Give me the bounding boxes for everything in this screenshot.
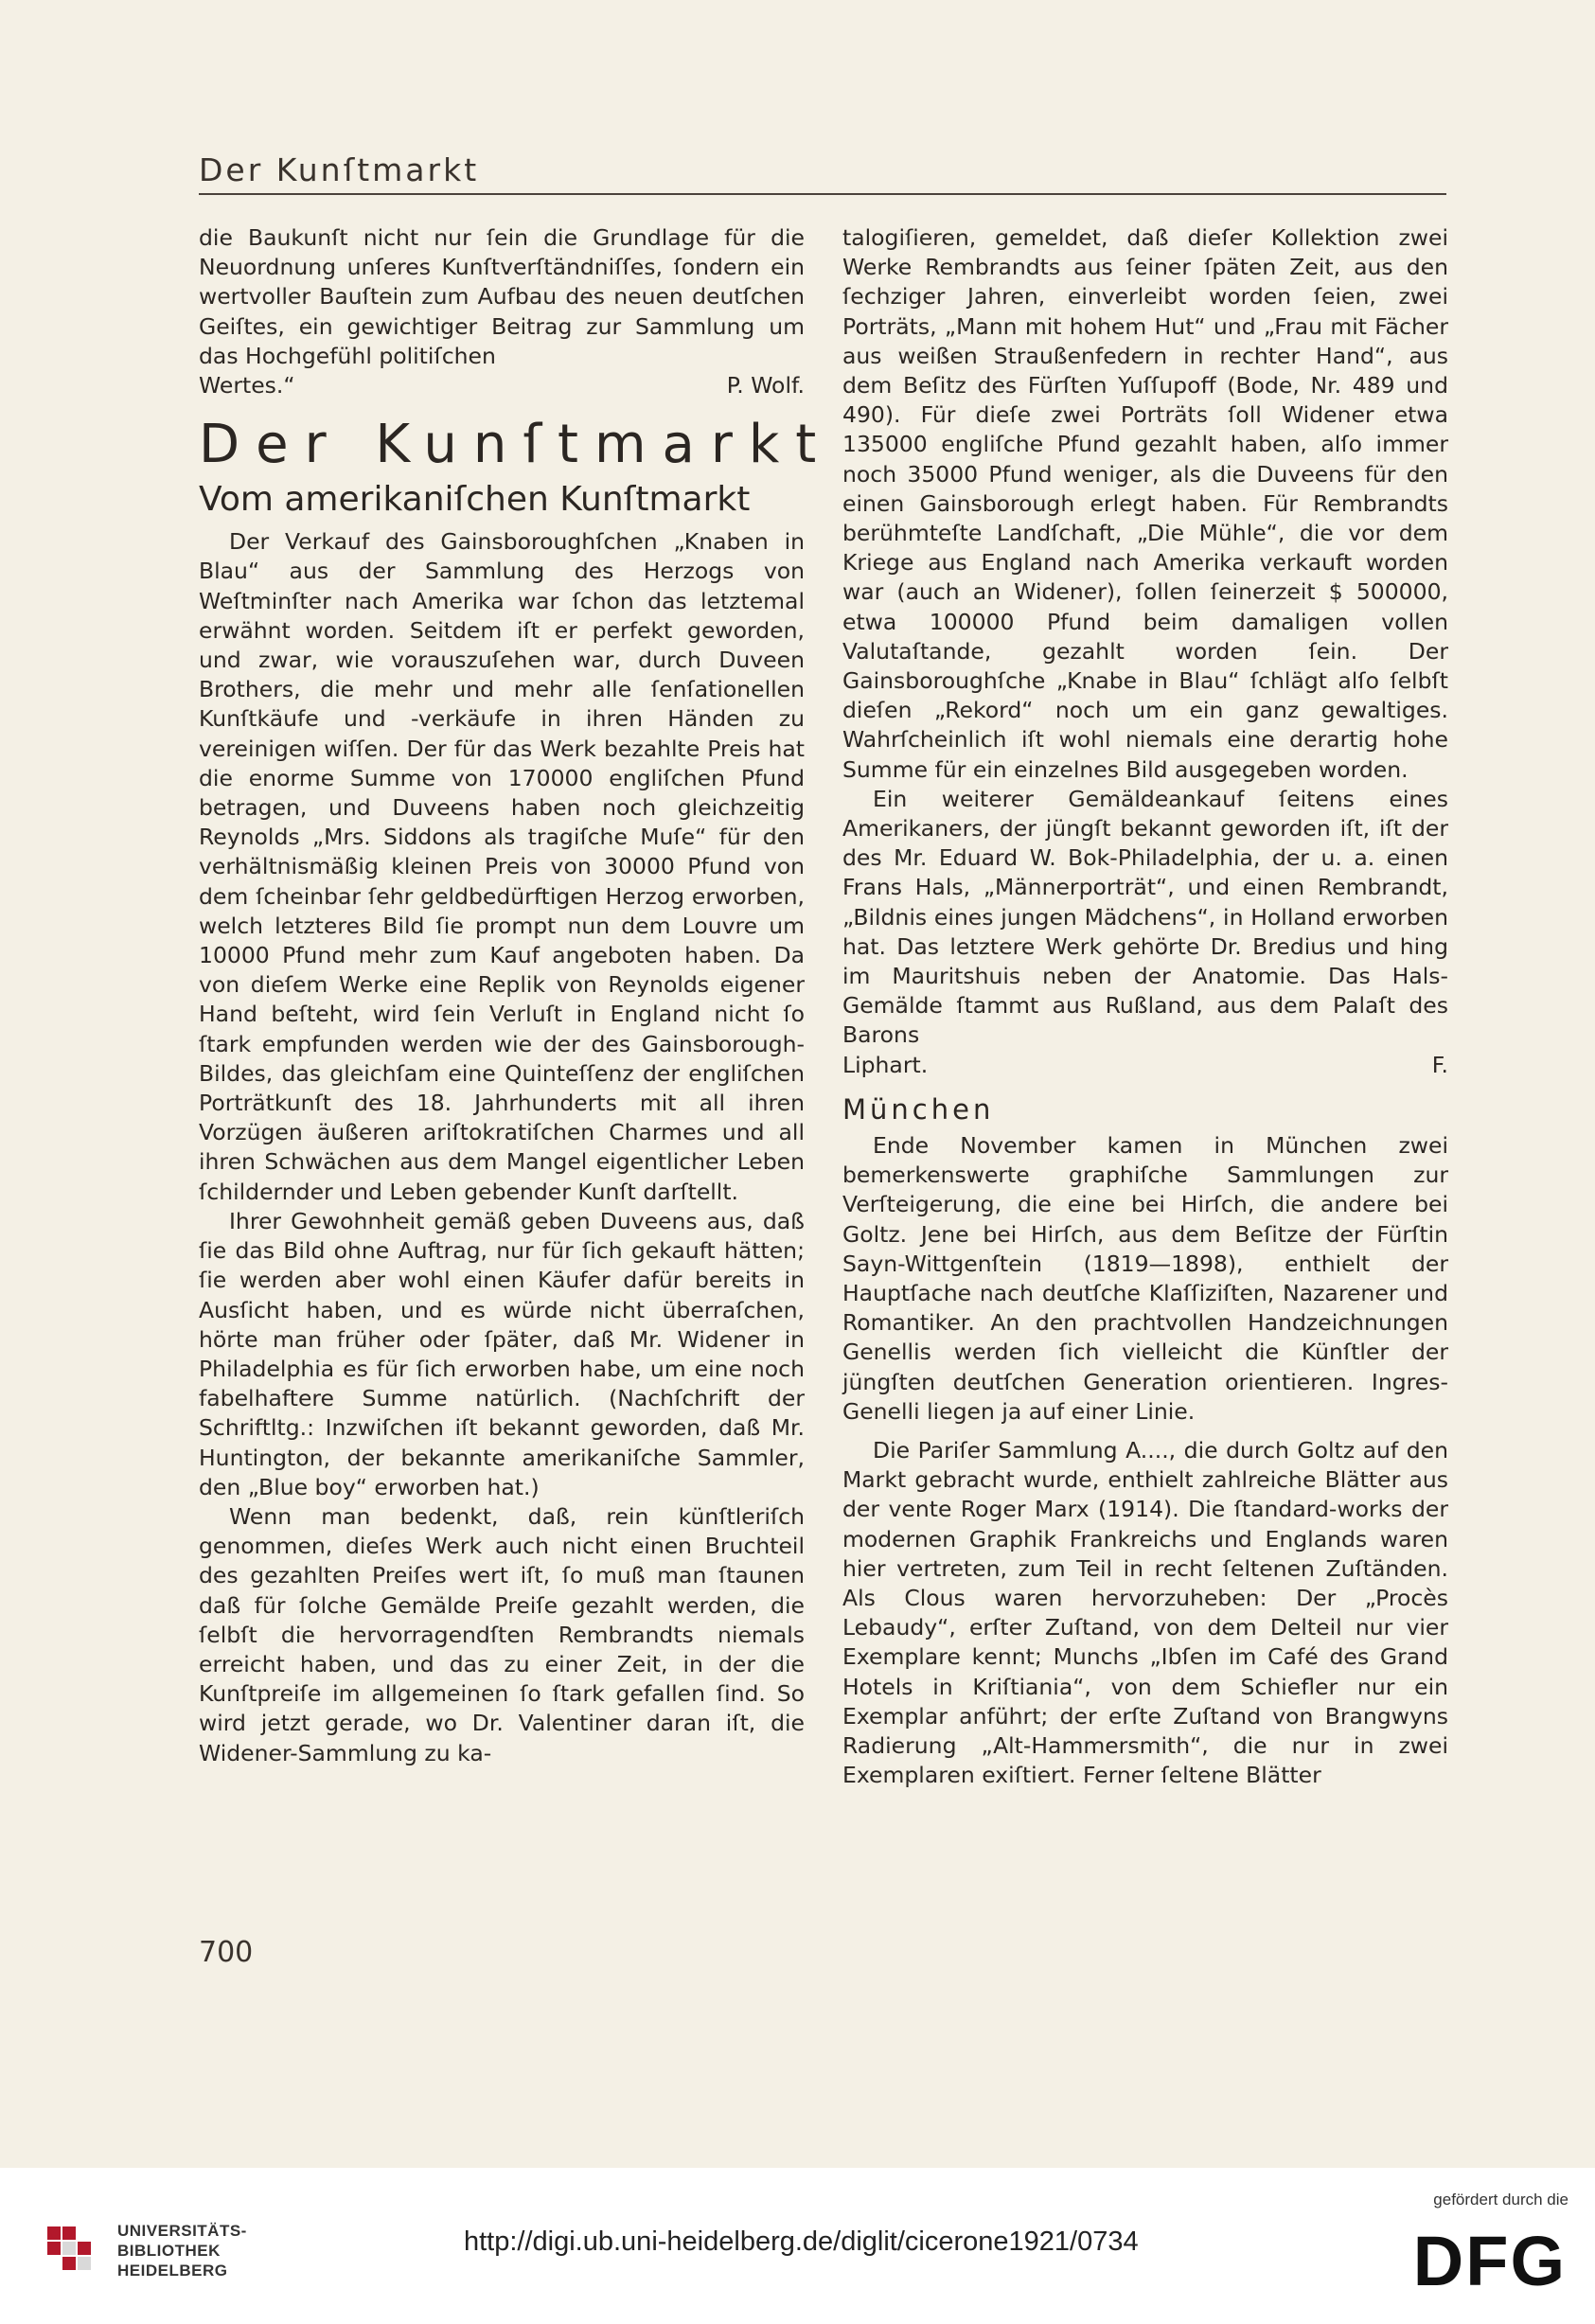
intro-paragraph: die Baukunſt nicht nur ſein die Grundlage für die Neuordnung unſeres Kunſtverſtändniſſes, ſondern ein wertvoller Bauſtein zum Aufbau des neuen deutſchen Geiſtes, ein gewichtiger Beitrag zur Sammlung um das Hochgefühl politiſchen — [199, 224, 805, 369]
page-number: 700 — [199, 1936, 254, 1969]
signature-author: F. — [1431, 1051, 1448, 1078]
left-column — [199, 223, 833, 1768]
library-name-line: BIBLIOTHEK — [117, 2242, 221, 2260]
signature-text: Wertes.“ — [199, 372, 295, 399]
footer-bar — [0, 2168, 1595, 2324]
paragraph: talogiſieren, gemeldet, daß dieſer Kollektion zwei Werke Rembrandts aus ſeiner ſpäten Zeit, aus den ſechziger Jahren, einverleibt worden ſeien, zwei Porträts, „Mann mit hohem Hut“ und „Frau mit Fächer aus weißen Straußenfedern in rechter Hand“, aus dem Beſitz des Fürſten Yuſſupoff (Bode, Nr. 489 und 490). Für dieſe zwei Porträts ſoll Widener etwa 135000 engliſche Pfund gezahlt haben, alſo immer noch 35000 Pfund weniger, als die Duveens für den einen Gainsborough erlegt haben. Für Rembrandts berühmteſte Landſchaft, „Die Mühle“, die vor dem Kriege aus England nach Amerika verkauft worden war (auch an Widener), ſollen ſeinerzeit $ 500000, etwa 100000 Pfund beim damaligen vollen Valutaſtande, gezahlt worden ſein. Der Gainsboroughſche „Knabe in Blau“ ſchlägt alſo ſelbſt dieſen „Rekord“ noch um ein ganz gewaltiges. Wahrſcheinlich iſt wohl niemals eine derartig hohe Summe für ein einzelnes Bild ausgegeben worden. — [842, 224, 1448, 783]
paragraph: Ihrer Gewohnheit gemäß geben Duveens aus, daß ſie das Bild ohne Auftrag, nur für ſich gekauft hätten; ſie werden aber wohl einen Käufer dafür bereits in Ausſicht haben, und es würde nicht überraſchen, hörte man früher oder ſpäter, daß Mr. Widener in Philadelphia es für ſich erworben habe, um eine noch fabelhaftere Summe natürlich. (Nachſchrift der Schriftltg.: Inzwiſchen iſt bekannt geworden, daß Mr. Huntington, der bekannte amerikaniſche Sammler, den „Blue boy“ erworben hat.) — [199, 1207, 805, 1500]
paragraph: Ein weiterer Gemäldeankauf ſeitens eines Amerikaners, der jüngſt bekannt geworden iſt, iſt der des Mr. Eduard W. Bok-Philadelphia, der u. a. einen Frans Hals, „Männerporträt“, und einen Rembrandt, „Bildnis eines jungen Mädchens“, in Holland erworben hat. Das letztere Werk gehörte Dr. Bredius und hing im Mauritshuis neben der Anatomie. Das Hals-Gemälde ſtammt aus Rußland, aus dem Palaſt des Barons — [842, 785, 1448, 1049]
header-rule — [199, 193, 1446, 195]
running-head: Der Kunſtmarkt — [199, 151, 480, 188]
paragraph: Die Pariſer Sammlung A...., die durch Goltz auf den Markt gebracht wurde, enthielt zahlreiche Blätter aus der vente Roger Marx (1914). Die ſtandard-works der modernen Graphik Frankreichs und Englands waren hier vertreten, zum Teil in recht ſeltenen Zuſtänden. Als Clous waren hervorzuheben: Der „Procès Lebaudy“, erſter Zuſtand, von dem Delteil nur vier Exemplare kennt; Munchs „Ibſen im Café des Grand Hotels in Kriſtiania“, von dem Schiefler nur ein Exemplar anführt; der erſte Zuſtand von Brangwyns Radierung „Alt-Hammersmith“, die nur in zwei Exemplaren exiſtiert. Ferner ſeltene Blätter — [842, 1436, 1448, 1789]
paragraph: Wenn man bedenkt, daß, rein künſtleriſch genommen, dieſes Werk auch nicht einen Bruchteil des gezahlten Preiſes wert iſt, ſo muß man ſtaunen daß für ſolche Gemälde Preiſe gezahlt werden, die ſelbſt die hervorragendſten Rembrandts niemals erreicht haben, und das zu einer Zeit, in der die Kunſtpreiſe im allgemeinen ſo ſtark gefallen ſind. So wird jetzt gerade, wo Dr. Valentiner daran iſt, die Widener-Sammlung zu ka- — [199, 1502, 805, 1766]
paragraph: Der Verkauf des Gainsboroughſchen „Knaben in Blau“ aus der Sammlung des Herzogs von Weſtminſter nach Amerika war ſchon das letztemal erwähnt worden. Seitdem iſt er perfekt geworden, und zwar, wie vorauszuſehen war, durch Duveen Brothers, die mehr und mehr alle ſenſationellen Kunſtkäufe und -verkäufe in ihren Händen zu vereinigen wiſſen. Der für das Werk bezahlte Preis hat die enorme Summe von 170000 engliſchen Pfund betragen, und Duveens haben noch gleichzeitig Reynolds „Mrs. Siddons als tragiſche Muſe“ für den verhältnismäßig kleinen Preis von 30000 Pfund von dem ſcheinbar ſehr geldbedürftigen Herzog erworben, welch letzteres Bild ſie prompt nun dem Louvre um 10000 Pfund mehr zum Kauf angeboten haben. Da von dieſem Werke eine Replik von Reynolds eigener Hand beſteht, wird ſein Verluſt in England nicht ſo ſtark empfunden werden wie der des Gainsborough-Bildes, das gleichſam eine Quinteſſenz der engliſchen Porträtkunſt des 18. Jahrhunderts mit all ihren Vorzügen äußeren ariſtokratiſchen Charmes und all ihren Schwächen aus dem Mangel eigentlicher Leben ſchildernder und Leben gebender Kunſt darſtellt. — [199, 528, 805, 1205]
library-name-line: UNIVERSITÄTS- — [117, 2222, 247, 2240]
paragraph: Ende November kamen in München zwei bemerkenswerte graphiſche Sammlungen zur Verſteigerung, die eine bei Hirſch, die andere bei Goltz. Jene bei Hirſch, aus dem Beſitze der Fürſtin Sayn-Wittgenſtein (1819—1898), enthielt der Hauptſache nach deutſche Klaſſiziſten, Nazarener und Romantiker. An den prachtvollen Handzeichnungen Genellis werden ſich vielleicht die Künſtler der jüngſten deutſchen Generation orientieren. Ingres-Genelli liegen ja auf einer Linie. — [842, 1131, 1448, 1425]
dfg-logo: DFG — [1412, 2222, 1567, 2300]
library-logo-icon — [47, 2226, 108, 2278]
signature-line — [199, 371, 805, 400]
signature-author: P. Wolf. — [726, 372, 805, 399]
city-heading: München — [842, 1092, 995, 1126]
funded-by-text: gefördert durch die — [1433, 2191, 1568, 2209]
permalink-url[interactable]: http://digi.ub.uni-heidelberg.de/diglit/cicerone1921/0734 — [464, 2226, 1139, 2257]
section-subtitle: Vom amerikaniſchen Kunſtmarkt — [199, 480, 751, 520]
paragraph-end: Liphart. — [842, 1051, 929, 1078]
signature-line — [842, 1051, 1448, 1080]
library-name-line: HEIDELBERG — [117, 2262, 228, 2280]
right-column — [842, 223, 1448, 1790]
library-name — [117, 2221, 247, 2280]
section-title: Der Kunſtmarkt — [199, 414, 833, 476]
